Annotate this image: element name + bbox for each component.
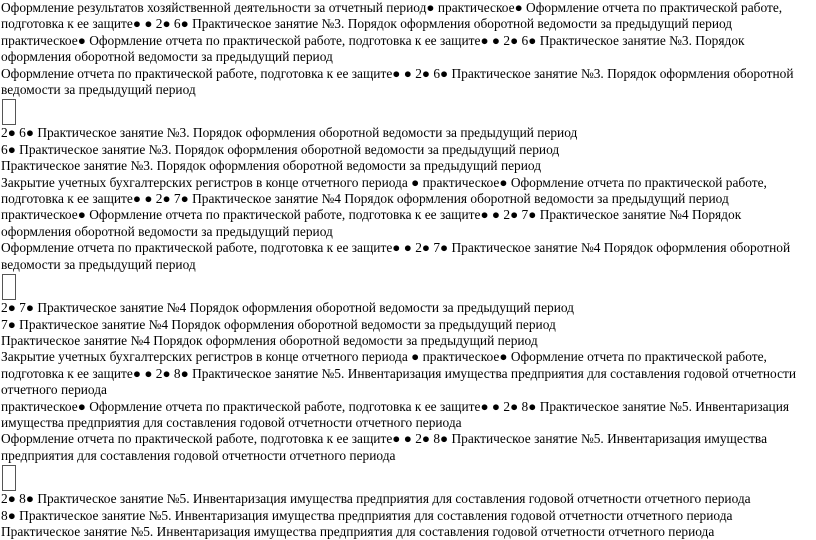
- bullet-glyph: ●: [510, 207, 519, 223]
- bullet-glyph: ●: [180, 365, 189, 381]
- text-run: Оформление результатов хозяйственной деятельности за отчетный период: [1, 0, 427, 15]
- bullet-glyph: ●: [7, 300, 16, 316]
- bullet-glyph: ●: [392, 65, 401, 81]
- bullet-glyph: ●: [25, 125, 34, 141]
- text-run: Практическое занятие №4 Порядок оформления оборотной ведомости за предыдущий период: [1, 207, 742, 239]
- bullet-glyph: ●: [144, 191, 153, 207]
- text-run: практическое: [437, 0, 515, 15]
- text-run: 6: [433, 65, 441, 81]
- bullet-glyph: ●: [25, 491, 34, 507]
- text-run: Оформление отчета по практической работе, подготовка к ее защите: [1, 431, 393, 447]
- paragraph-8: [1, 300, 813, 316]
- paragraph-6: [1, 175, 813, 241]
- bullet-glyph: ●: [162, 191, 171, 207]
- bullet-glyph: ●: [421, 65, 430, 81]
- bullet-glyph: ●: [440, 65, 449, 81]
- text-run: 8: [521, 398, 529, 414]
- bullet-glyph: ●: [7, 507, 16, 523]
- bullet-glyph: ●: [7, 316, 16, 332]
- text-run: 7: [173, 191, 181, 207]
- bullet-glyph: ●: [77, 32, 86, 48]
- bullet-glyph: ●: [514, 0, 523, 15]
- text-run: Закрытие учетных бухгалтерских регистров в конце отчетного периода: [1, 349, 408, 365]
- bullet-glyph: ●: [421, 431, 430, 447]
- bullet-glyph: ●: [144, 365, 153, 381]
- text-run: 2: [503, 398, 511, 414]
- paragraph-13: [1, 431, 813, 464]
- bullet-glyph: ●: [480, 398, 489, 414]
- bullet-glyph: ●: [180, 16, 189, 32]
- bullet-glyph: ●: [392, 431, 401, 447]
- text-run: 2: [503, 32, 511, 48]
- text-run: Практическое занятие №5. Инвентаризация имущества предприятия для составления годовой отчетности отчетного периода: [1, 523, 715, 539]
- bullet-glyph: ●: [144, 16, 153, 32]
- text-run: Оформление отчета по практической работе, подготовка к ее защите: [1, 349, 767, 381]
- empty-table-cell: [2, 274, 16, 300]
- bullet-glyph: ●: [491, 207, 501, 223]
- text-run: Оформление отчета по практической работе, подготовка к ее защите: [1, 0, 783, 32]
- text-run: 7: [19, 300, 26, 316]
- text-run: Практическое занятие №5. Инвентаризация имущества предприятия для составления годовой отчетности отчетного периода: [1, 398, 790, 430]
- bullet-glyph: ●: [421, 240, 430, 256]
- bullet-glyph: ●: [426, 0, 435, 15]
- text-run: 2: [415, 431, 422, 447]
- text-run: Закрытие учетных бухгалтерских регистров в конце отчетного периода: [1, 174, 408, 190]
- text-run: Практическое занятие №3. Порядок оформления оборотной ведомости за предыдущий период: [19, 141, 560, 157]
- text-run: Практическое занятие №3. Порядок оформления оборотной ведомости за предыдущий период: [1, 65, 794, 98]
- bullet-glyph: ●: [528, 398, 537, 414]
- bullet-glyph: ●: [403, 240, 412, 256]
- text-run: Практическое занятие №4 Порядок оформления оборотной ведомости за предыдущий период: [192, 191, 729, 207]
- text-run: 8: [19, 491, 26, 507]
- bullet-glyph: ●: [440, 240, 449, 256]
- bullet-glyph: ●: [491, 32, 501, 48]
- paragraph-1: [1, 0, 813, 66]
- text-run: 7: [433, 240, 441, 256]
- text-run: 8: [433, 431, 441, 447]
- bullet-glyph: ●: [411, 174, 420, 190]
- text-run: 6: [1, 141, 8, 157]
- text-run: Оформление отчета по практической работе, подготовка к ее защите: [1, 240, 393, 256]
- text-run: Практическое занятие №5. Инвентаризация имущества предприятия для составления годовой отчетности отчетного периода: [37, 491, 751, 507]
- text-run: Оформление отчета по практической работе, подготовка к ее защите: [1, 65, 393, 81]
- empty-table-cell: [2, 465, 16, 491]
- text-run: 2: [155, 365, 163, 381]
- paragraph-11: [1, 349, 813, 398]
- text-run: практическое: [422, 174, 500, 190]
- text-run: Практическое занятие №5. Инвентаризация имущества предприятия для составления годовой отчетности отчетного периода: [1, 431, 768, 463]
- text-run: Оформление отчета по практической работе, подготовка к ее защите: [89, 32, 481, 48]
- text-run: 2: [503, 207, 511, 223]
- bullet-glyph: ●: [403, 65, 412, 81]
- paragraph-2: [1, 66, 813, 99]
- paragraph-3: [1, 125, 813, 141]
- bullet-glyph: ●: [77, 207, 86, 223]
- bullet-glyph: ●: [162, 365, 171, 381]
- bullet-glyph: ●: [403, 431, 412, 447]
- empty-table-cell: [2, 99, 16, 125]
- bullet-glyph: ●: [392, 240, 401, 256]
- paragraph-7: [1, 240, 813, 273]
- text-run: 2: [1, 300, 8, 316]
- bullet-glyph: ●: [132, 191, 141, 207]
- bullet-glyph: ●: [480, 32, 489, 48]
- text-run: Практическое занятие №5. Инвентаризация имущества предприятия для составления годовой отчетности отчетного периода: [1, 365, 797, 398]
- bullet-glyph: ●: [528, 32, 537, 48]
- text-run: Практическое занятие №4 Порядок оформления оборотной ведомости за предыдущий период: [1, 240, 791, 272]
- text-run: 6: [19, 125, 26, 141]
- text-run: 2: [155, 16, 163, 32]
- bullet-glyph: ●: [510, 32, 519, 48]
- text-run: 8: [173, 365, 181, 381]
- paragraph-12: [1, 399, 813, 432]
- paragraph-5: [1, 158, 813, 174]
- bullet-glyph: ●: [77, 398, 86, 414]
- text-run: Оформление отчета по практической работе, подготовка к ее защите: [1, 174, 767, 207]
- text-run: практическое: [1, 398, 78, 414]
- document-body: [1, 0, 813, 540]
- text-run: 2: [155, 191, 163, 207]
- text-run: Практическое занятие №3. Порядок оформления оборотной ведомости за предыдущий период: [192, 16, 733, 32]
- bullet-glyph: ●: [132, 16, 141, 32]
- bullet-glyph: ●: [411, 349, 420, 365]
- bullet-glyph: ●: [7, 141, 16, 157]
- text-run: 7: [521, 207, 529, 223]
- text-run: Практическое занятие №4 Порядок оформления оборотной ведомости за предыдущий период: [37, 300, 574, 316]
- text-run: Оформление отчета по практической работе, подготовка к ее защите: [89, 207, 481, 223]
- text-run: Практическое занятие №3. Порядок оформления оборотной ведомости за предыдущий период: [37, 125, 578, 141]
- text-run: 2: [415, 240, 422, 256]
- bullet-glyph: ●: [491, 398, 501, 414]
- paragraph-4: [1, 142, 813, 158]
- text-run: 2: [1, 491, 8, 507]
- text-run: Практическое занятие №3. Порядок оформления оборотной ведомости за предыдущий период: [1, 158, 542, 174]
- bullet-glyph: ●: [499, 174, 508, 190]
- paragraph-10: [1, 333, 813, 349]
- bullet-glyph: ●: [162, 16, 171, 32]
- bullet-glyph: ●: [480, 207, 489, 223]
- text-run: 7: [1, 316, 8, 332]
- bullet-glyph: ●: [25, 300, 34, 316]
- text-run: 2: [1, 125, 8, 141]
- paragraph-15: [1, 508, 813, 524]
- text-run: 2: [415, 65, 422, 81]
- text-run: практическое: [1, 32, 78, 48]
- bullet-glyph: ●: [528, 207, 537, 223]
- text-run: практическое: [1, 207, 78, 223]
- text-run: Практическое занятие №4 Порядок оформления оборотной ведомости за предыдущий период: [19, 316, 556, 332]
- text-run: Практическое занятие №4 Порядок оформления оборотной ведомости за предыдущий период: [1, 332, 538, 348]
- paragraph-14: [1, 491, 813, 507]
- paragraph-9: [1, 317, 813, 333]
- bullet-glyph: ●: [132, 365, 141, 381]
- paragraph-16: [1, 524, 813, 540]
- text-run: 6: [173, 16, 181, 32]
- bullet-glyph: ●: [510, 398, 519, 414]
- text-run: практическое: [422, 349, 500, 365]
- text-run: 6: [521, 32, 529, 48]
- text-run: Оформление отчета по практической работе, подготовка к ее защите: [89, 398, 481, 414]
- text-run: Практическое занятие №3. Порядок оформления оборотной ведомости за предыдущий период: [1, 32, 745, 65]
- text-run: Практическое занятие №5. Инвентаризация имущества предприятия для составления годовой отчетности отчетного периода: [19, 507, 733, 523]
- bullet-glyph: ●: [180, 191, 189, 207]
- text-run: 8: [1, 507, 8, 523]
- bullet-glyph: ●: [7, 125, 16, 141]
- bullet-glyph: ●: [7, 491, 16, 507]
- bullet-glyph: ●: [499, 349, 508, 365]
- bullet-glyph: ●: [440, 431, 449, 447]
